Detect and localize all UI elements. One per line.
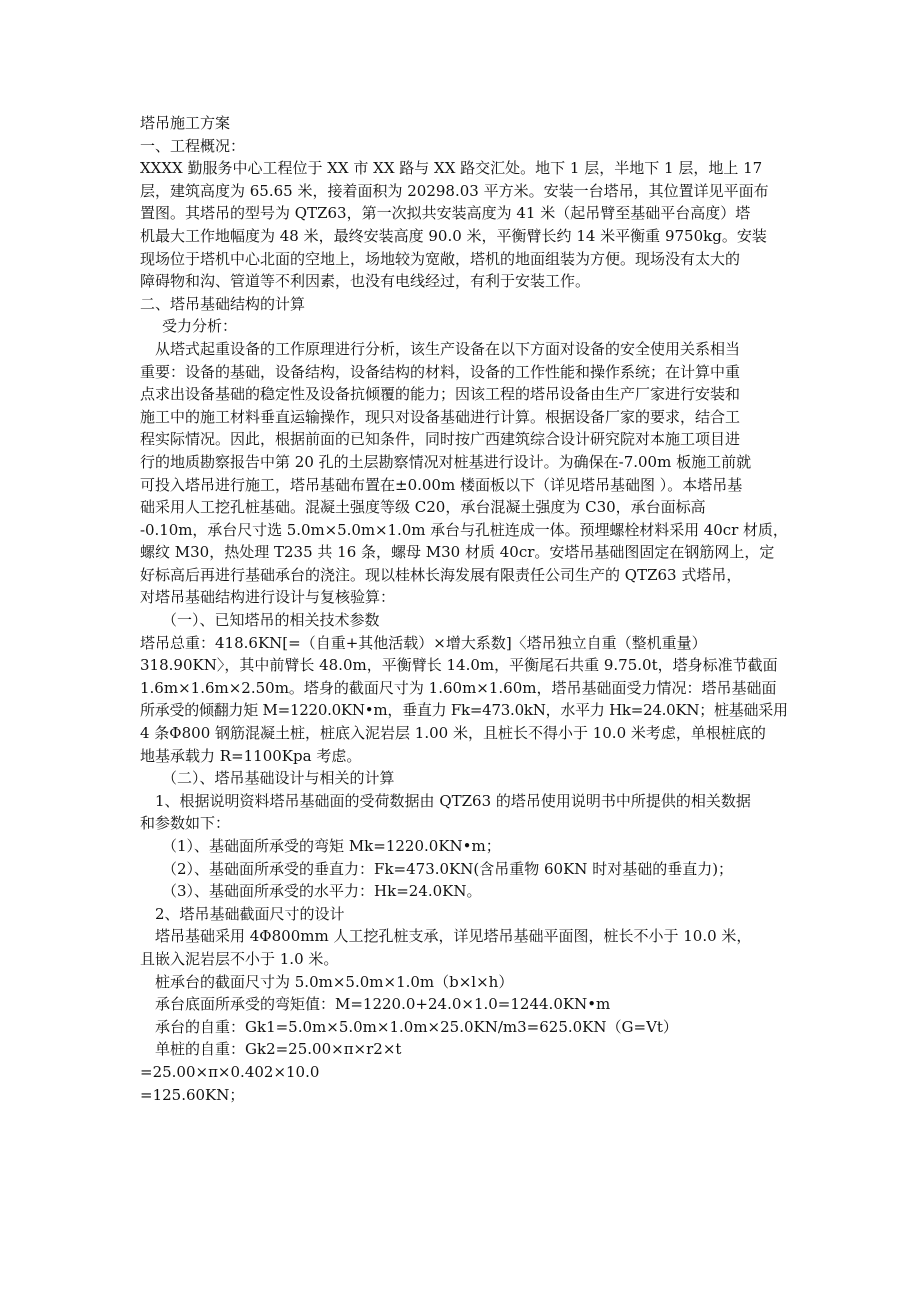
text-line: 4 条Φ800 钢筋混凝土桩，桩底入泥岩层 1.00 米，且桩长不得小于 10.0 米考虑，单根桩底的: [140, 724, 766, 743]
text-line: 和参数如下：: [140, 814, 231, 833]
text-line: 受力分析：: [162, 317, 238, 336]
text-line: 对塔吊基础结构进行设计与复核验算：: [140, 588, 396, 607]
text-line: 2、塔吊基础截面尺寸的设计: [155, 904, 345, 923]
text-line: 行的地质勘察报告中第 20 孔的土层勘察情况对桩基进行设计。为确保在-7.00m 板施工前就: [140, 452, 752, 471]
text-line: 可投入塔吊进行施工，塔吊基础布置在±0.00m 楼面板以下（详见塔吊基础图 ）。本塔吊基: [140, 475, 743, 494]
text-line: 塔吊基础采用 4Φ800mm 人工挖孔桩支承，详见塔吊基础平面图，桩长不小于 10.0 米，: [155, 927, 752, 946]
text-line: 层，建筑高度为 65.65 米，接着面积为 20298.03 平方米。安装一台塔吊，其位置详见平面布: [140, 181, 769, 200]
text-line: 塔吊总重：418.6KN[=（自重+其他活载）×增大系数]〈塔吊独立自重（整机重量）: [140, 633, 707, 652]
text-line: -0.10m，承台尺寸选 5.0m×5.0m×1.0m 承台与孔桩连成一体。预埋螺栓材料采用 40cr 材质，: [140, 520, 788, 539]
text-line: =125.60KN；: [140, 1085, 245, 1104]
text-line: 点求出设备基础的稳定性及设备抗倾覆的能力；因该工程的塔吊设备由生产厂家进行安装和: [140, 385, 741, 404]
text-line: （二）、塔吊基础设计与相关的计算: [162, 769, 395, 788]
document-body: [140, 112, 788, 1106]
text-line: 桩承台的截面尺寸为 5.0m×5.0m×1.0m（b×l×h）: [155, 972, 514, 991]
text-line: 1、根据说明资料塔吊基础面的受荷数据由 QTZ63 的塔吊使用说明书中所提供的相关数据: [155, 791, 751, 810]
text-line: 318.90KN〉，其中前臂长 48.0m，平衡臂长 14.0m，平衡尾石共重 9.75.0t，塔身标准节截面: [140, 656, 778, 675]
text-line: 障碍物和沟、管道等不利因素，也没有电线经过，有利于安装工作。: [140, 272, 591, 291]
text-line: 地基承载力 R=1100Kpa 考虑。: [140, 746, 362, 765]
text-line: 现场位于塔机中心北面的空地上，场地较为宽敞，塔机的地面组装为方便。现场没有太大的: [140, 249, 741, 268]
text-line: （2）、基础面所承受的垂直力：Fk=473.0KN(含吊重物 60KN 时对基础的垂直力)；: [162, 859, 734, 878]
text-line: XXXX 勤服务中心工程位于 XX 市 XX 路与 XX 路交汇处。地下 1 层，半地下 1 层，地上 17: [140, 159, 763, 178]
text-line: 1.6m×1.6m×2.50m。塔身的截面尺寸为 1.60m×1.60m，塔吊基础面受力情况：塔吊基础面: [140, 678, 777, 697]
text-line: （一）、已知塔吊的相关技术参数: [162, 611, 380, 630]
text-line: 螺纹 M30，热处理 T235 共 16 条，螺母 M30 材质 40cr。安塔吊基础图固定在钢筋网上，定: [140, 543, 775, 562]
text-line: 承台底面所承受的弯矩值：M=1220.0+24.0×1.0=1244.0KN•m: [155, 995, 611, 1014]
text-line: 所承受的倾翻力矩 M=1220.0KN•m，垂直力 Fk=473.0kN，水平力 Hk=24.0KN；桩基础采用: [140, 701, 788, 720]
text-line: （3）、基础面所承受的水平力：Hk=24.0KN。: [162, 882, 482, 901]
text-line: 程实际情况。因此，根据前面的已知条件，同时按广西建筑综合设计研究院对本施工项目进: [140, 430, 741, 449]
text-line: 且嵌入泥岩层不小于 1.0 米。: [140, 949, 339, 968]
text-line: 一、工程概况：: [140, 136, 246, 155]
text-line: 置图。其塔吊的型号为 QTZ63，第一次拟共安装高度为 41 米（起吊臂至基础平台高度）塔: [140, 204, 751, 223]
text-line: =25.00×π×0.402×10.0: [140, 1062, 320, 1081]
text-line: 承台的自重：Gk1=5.0m×5.0m×1.0m×25.0KN/m3=625.0KN（G=Vt）: [155, 1017, 678, 1036]
text-line: 从塔式起重设备的工作原理进行分析，该生产设备在以下方面对设备的安全使用关系相当: [155, 339, 741, 358]
text-line: （1）、基础面所承受的弯矩 Mk=1220.0KN•m；: [162, 837, 501, 855]
text-line: 础采用人工挖孔桩基础。混凝土强度等级 C20，承台混凝土强度为 C30，承台面标高: [140, 498, 706, 517]
text-line: 单桩的自重：Gk2=25.00×π×r2×t: [155, 1040, 402, 1059]
text-line: 二、塔吊基础结构的计算: [140, 294, 306, 313]
text-line: 好标高后再进行基础承台的浇注。现以桂林长海发展有限责任公司生产的 QTZ63 式塔吊，: [140, 565, 742, 584]
text-line: 施工中的施工材料垂直运输操作，现只对设备基础进行计算。根据设备厂家的要求，结合工: [140, 407, 741, 426]
text-line: 重要：设备的基础，设备结构，设备结构的材料，设备的工作性能和操作系统；在计算中重: [140, 362, 741, 381]
document-title: 塔吊施工方案: [140, 114, 231, 132]
text-line: 机最大工作地幅度为 48 米，最终安装高度 90.0 米，平衡臂长约 14 米平衡重 9750kg。安装: [140, 226, 767, 245]
